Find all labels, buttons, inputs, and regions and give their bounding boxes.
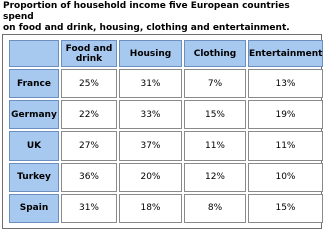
table-cell: 22%: [61, 100, 117, 129]
column-header: Entertainment: [248, 40, 323, 67]
table-cell: 12%: [184, 163, 246, 192]
table-cell: 31%: [61, 194, 117, 223]
column-header: Food and drink: [61, 40, 117, 67]
header-row: [9, 40, 323, 67]
table-frame: [2, 34, 322, 229]
table-cell: 36%: [61, 163, 117, 192]
table-cell: 13%: [248, 69, 323, 98]
column-header: Housing: [119, 40, 182, 67]
row-header: Germany: [9, 100, 59, 129]
table-cell: 15%: [184, 100, 246, 129]
table-row: [9, 69, 323, 98]
table-cell: 18%: [119, 194, 182, 223]
table-cell: 8%: [184, 194, 246, 223]
table-cell: 31%: [119, 69, 182, 98]
row-header: France: [9, 69, 59, 98]
table-cell: 11%: [248, 131, 323, 160]
column-header: Clothing: [184, 40, 246, 67]
table-row: [9, 131, 323, 160]
table-cell: 25%: [61, 69, 117, 98]
table-cell: 27%: [61, 131, 117, 160]
table-cell: 15%: [248, 194, 323, 223]
table-cell: 37%: [119, 131, 182, 160]
table-cell: 10%: [248, 163, 323, 192]
row-header: Spain: [9, 194, 59, 223]
table-cell: 7%: [184, 69, 246, 98]
table-row: [9, 163, 323, 192]
chart-title: Proportion of household income five European countries spend on food and drink, housing, clothing and entertainment.: [3, 1, 290, 33]
row-header: UK: [9, 131, 59, 160]
row-header: Turkey: [9, 163, 59, 192]
table-cell: 19%: [248, 100, 323, 129]
table-cell: 11%: [184, 131, 246, 160]
data-table: [7, 38, 325, 225]
table-cell: 33%: [119, 100, 182, 129]
corner-cell: [9, 40, 59, 67]
table-row: [9, 194, 323, 223]
table-cell: 20%: [119, 163, 182, 192]
table-row: [9, 100, 323, 129]
